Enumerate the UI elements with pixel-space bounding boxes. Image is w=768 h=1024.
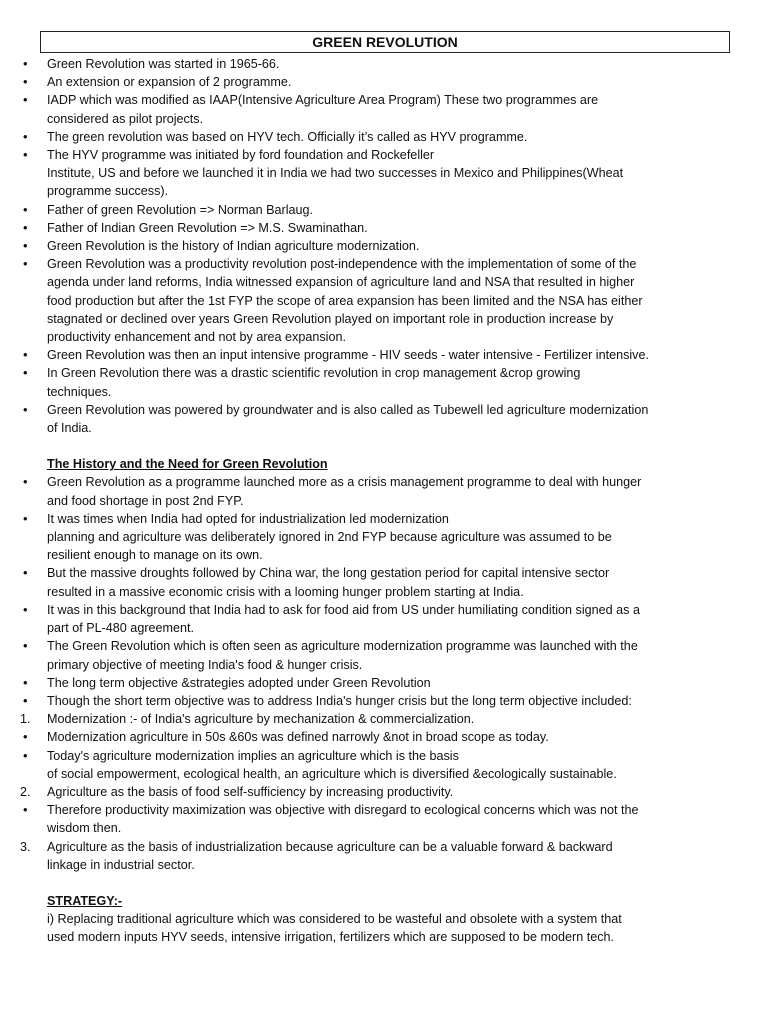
item-text-line: linkage in industrial sector. <box>47 857 195 872</box>
list-item <box>20 564 730 600</box>
item-text-line: food production but after the 1st FYP the scope of area expansion has been limited and the NSA has either <box>47 293 643 308</box>
list-item <box>20 237 730 255</box>
item-text-line: But the massive droughts followed by China war, the long gestation period for capital intensive sector <box>47 566 610 581</box>
item-text-line: of social empowerment, ecological health, an agriculture which is diversified &ecologically sustainable. <box>47 766 617 781</box>
list-item <box>20 728 730 746</box>
item-text-line: Modernization :- of India's agriculture by mechanization & commercialization. <box>47 712 475 727</box>
bullet-icon: • <box>23 401 28 417</box>
bullet-icon: • <box>23 365 28 381</box>
item-text-line: productivity enhancement and not by area expansion. <box>47 330 346 345</box>
item-text-line: planning and agriculture was deliberately ignored in 2nd FYP because agriculture was assumed to be <box>47 530 612 545</box>
item-text-line: programme success). <box>47 184 169 199</box>
list-item <box>20 364 730 400</box>
item-text-line: Today's agriculture modernization implies an agriculture which is the basis <box>47 748 459 763</box>
item-text-line: and food shortage in post 2nd FYP. <box>47 493 244 508</box>
item-number: 1. <box>20 712 31 727</box>
strategy-paragraph <box>20 910 730 946</box>
list-item <box>20 91 730 127</box>
intro-bullet-list <box>20 55 730 437</box>
history-bullet-list <box>20 473 730 873</box>
item-text-line: It was in this background that India had to ask for food aid from US under humiliating condition signed as a <box>47 602 640 617</box>
item-text-line: IADP which was modified as IAAP(Intensive Agriculture Area Program) These two programmes are <box>47 93 599 108</box>
list-item <box>20 747 730 783</box>
bullet-icon: • <box>23 147 28 163</box>
item-text-line: An extension or expansion of 2 programme. <box>47 75 292 90</box>
numbered-item <box>20 710 730 728</box>
numbered-item <box>20 838 730 874</box>
item-number: 3. <box>20 839 31 854</box>
item-text-line: Green Revolution was powered by groundwater and is also called as Tubewell led agriculture modernization <box>47 402 649 417</box>
item-text-line: Institute, US and before we launched it in India we had two successes in Mexico and Philippines(Wheat <box>47 166 624 181</box>
list-item <box>20 692 730 710</box>
item-text-line: In Green Revolution there was a drastic scientific revolution in crop management &crop growing <box>47 366 581 381</box>
bullet-icon: • <box>23 56 28 71</box>
bullet-icon: • <box>23 802 28 818</box>
item-text-line: Green Revolution was started in 1965-66. <box>47 57 280 71</box>
item-text-line: The HYV programme was initiated by ford foundation and Rockefeller <box>47 148 435 163</box>
list-item <box>20 601 730 637</box>
list-item <box>20 201 730 219</box>
item-text-line: The green revolution was based on HYV tech. Officially it’s called as HYV programme. <box>47 129 528 144</box>
item-text-line: stagnated or declined over years Green Revolution played on important role in production increase by <box>47 311 614 326</box>
list-item <box>20 73 730 91</box>
strategy-heading: STRATEGY:- <box>47 893 123 908</box>
strategy-text-line: used modern inputs HYV seeds, intensive irrigation, fertilizers which are supposed to be modern tech. <box>47 930 615 945</box>
bullet-icon: • <box>23 565 28 581</box>
bullet-icon: • <box>23 601 28 617</box>
numbered-item <box>20 783 730 801</box>
list-item <box>20 637 730 673</box>
bullet-icon: • <box>23 128 28 144</box>
item-text-line: part of PL-480 agreement. <box>47 621 195 636</box>
bullet-icon: • <box>23 474 28 490</box>
item-text-line: primary objective of meeting India's food & hunger crisis. <box>47 657 363 672</box>
list-item <box>20 401 730 437</box>
bullet-icon: • <box>23 92 28 108</box>
item-text-line: techniques. <box>47 384 112 399</box>
strategy-text-line: i) Replacing traditional agriculture which was considered to be wasteful and obsolete with a system that <box>47 912 622 927</box>
item-text-line: resilient enough to manage on its own. <box>47 548 263 563</box>
bullet-icon: • <box>23 256 28 272</box>
item-text-line: Green Revolution as a programme launched more as a crisis management programme to deal with hunger <box>47 475 642 490</box>
item-text-line: The Green Revolution which is often seen as agriculture modernization programme was launched with the <box>47 639 638 654</box>
item-text-line: resulted in a massive economic crisis with a looming hunger problem starting at India. <box>47 584 524 599</box>
list-item <box>20 473 730 509</box>
list-item <box>20 801 730 837</box>
item-text-line: agenda under land reforms, India witnessed expansion of agriculture land and NSA that resulted in higher <box>47 275 635 290</box>
list-item <box>20 55 730 73</box>
item-text-line: Father of green Revolution => Norman Barlaug. <box>47 202 314 217</box>
bullet-icon: • <box>23 219 28 235</box>
item-number: 2. <box>20 784 31 799</box>
list-item <box>20 510 730 565</box>
item-text-line: It was times when India had opted for industrialization led modernization <box>47 511 449 526</box>
bullet-icon: • <box>23 347 28 363</box>
bullet-icon: • <box>23 692 28 708</box>
item-text-line: Modernization agriculture in 50s &60s was defined narrowly &not in broad scope as today. <box>47 730 549 745</box>
document-body <box>20 55 730 947</box>
bullet-icon: • <box>23 238 28 254</box>
bullet-icon: • <box>23 674 28 690</box>
item-text-line: Green Revolution is the history of Indian agriculture modernization. <box>47 239 420 254</box>
item-text-line: Agriculture as the basis of food self-sufficiency by increasing productivity. <box>47 784 454 799</box>
bullet-icon: • <box>23 638 28 654</box>
item-text-line: Agriculture as the basis of industrialization because agriculture can be a valuable forward & backward <box>47 839 613 854</box>
item-text-line: of India. <box>47 421 92 436</box>
bullet-icon: • <box>23 74 28 90</box>
item-text-line: Therefore productivity maximization was objective with disregard to ecological concerns which was not the <box>47 803 639 818</box>
bullet-icon: • <box>23 747 28 763</box>
item-text-line: Though the short term objective was to address India's hunger crisis but the long term objective included: <box>47 693 632 708</box>
list-item <box>20 346 730 364</box>
item-text-line: wisdom then. <box>47 821 122 836</box>
list-item <box>20 219 730 237</box>
item-text-line: Green Revolution was then an input intensive programme - HIV seeds - water intensive - Fertilizer intensive. <box>47 348 649 363</box>
list-item <box>20 674 730 692</box>
item-text-line: considered as pilot projects. <box>47 111 204 126</box>
bullet-icon: • <box>23 729 28 745</box>
history-heading: The History and the Need for Green Revolution <box>47 457 328 472</box>
list-item <box>20 146 730 201</box>
item-text-line: The long term objective &strategies adopted under Green Revolution <box>47 675 431 690</box>
item-text-line: Father of Indian Green Revolution => M.S. Swaminathan. <box>47 220 368 235</box>
list-item <box>20 255 730 346</box>
bullet-icon: • <box>23 201 28 217</box>
page-title: GREEN REVOLUTION <box>40 31 730 53</box>
bullet-icon: • <box>23 510 28 526</box>
item-text-line: Green Revolution was a productivity revolution post-independence with the implementation of some of the <box>47 257 637 272</box>
list-item <box>20 128 730 146</box>
